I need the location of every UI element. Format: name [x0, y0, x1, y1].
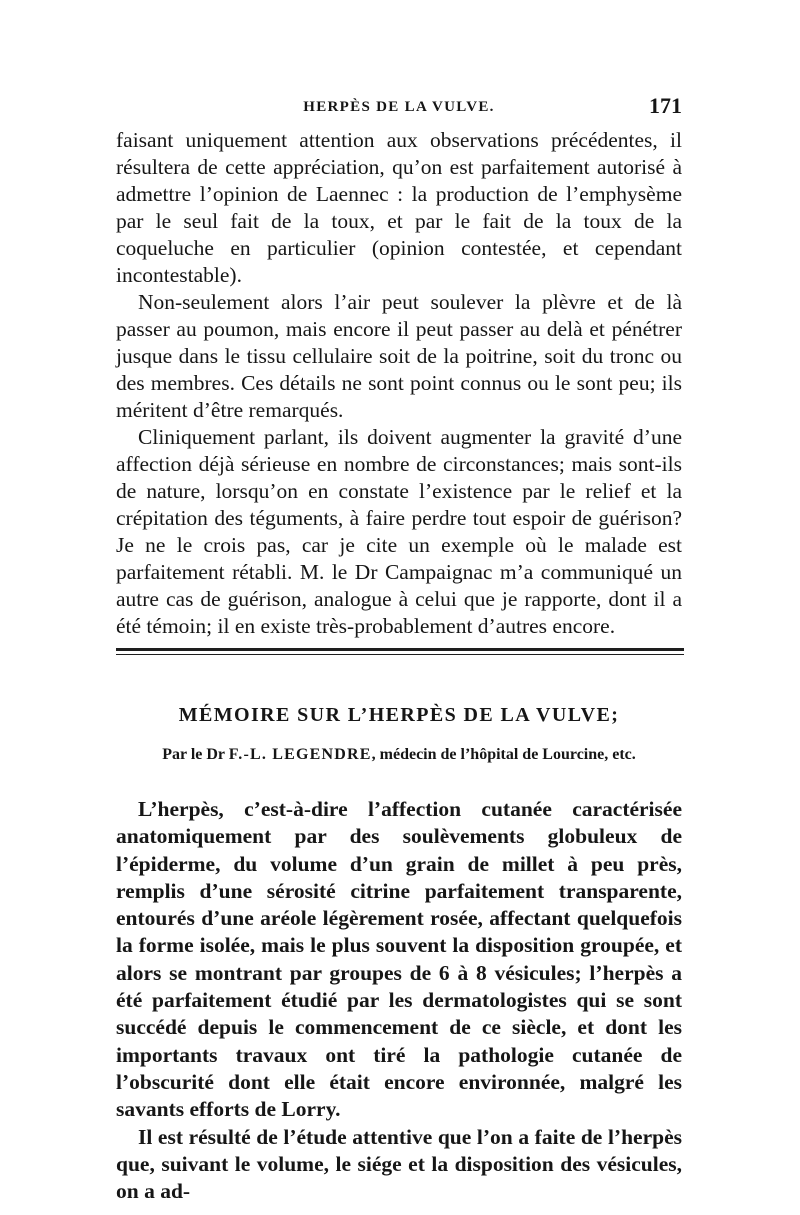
memoir-body [116, 796, 682, 1205]
divider-thin-rule [116, 654, 684, 655]
paragraph: Non-seulement alors l’air peut soulever la plèvre et de là passer au poumon, mais encore il peut passer au delà et pénétrer jusque dans le tissu cellulaire soit de la poitrine, soit du tronc ou des membres. Ces détails ne sont point connus ou le sont peu; ils méritent d’être remarqués. [116, 290, 682, 422]
running-head [116, 93, 682, 123]
running-title: HERPÈS DE LA VULVE. [303, 99, 495, 115]
divider-thick-rule [116, 648, 684, 651]
memoir-title: MÉMOIRE SUR L’HERPÈS DE LA VULVE; [178, 704, 620, 726]
paragraph: Il est résulté de l’étude attentive que l’on a faite de l’herpès que, suivant le volume, le siége et la disposition des vésicules, on a ad- [116, 1124, 682, 1204]
paragraph: Cliniquement parlant, ils doivent augmenter la gravité d’une affection déjà sérieuse en nombre de circonstances; mais sont-ils de nature, lorsqu’on en constate l’existence par le relief et la crépitation des téguments, à faire perdre tout espoir de guérison? Je ne le crois pas, car je cite un exemple où le malade est parfaitement rétabli. M. le Dr Campaignac m’a communiqué un autre cas de guérison, analogue à celui que je rapporte, dont il a été témoin; il en existe très-probablement d’autres encore. [116, 425, 682, 638]
page-number: 171 [649, 93, 682, 118]
paragraph: L’herpès, c’est-à-dire l’affection cutanée caractérisée anatomiquement par des soulèvements globuleux de l’épiderme, du volume d’un grain de millet à peu près, remplis d’une sérosité citrine parfaitement transparente, entourés d’une aréole légèrement rosée, affectant quelquefois la forme isolée, mais le plus souvent la disposition groupée, et alors se montrant par groupes de 6 à 8 vésicules; l’herpès a été parfaitement étudié par les dermatologistes qui se sont succédé depuis le commencement de ce siècle, et dont les importants travaux ont tiré la pathologie cutanée de l’obscurité dont elle était encore environnée, malgré les savants efforts de Lorry. [116, 797, 682, 1122]
author-prefix: Par le Dr [162, 746, 229, 763]
author-name: F.-L. LEGENDRE [228, 746, 372, 763]
previous-article-conclusion [116, 127, 682, 640]
memoir-author-line [116, 746, 682, 764]
section-divider [116, 648, 684, 658]
paragraph: faisant uniquement attention aux observations précédentes, il résultera de cette appréciation, qu’on est parfaitement autorisé à admettre l’opinion de Laennec : la production de l’emphysème par le seul fait de la toux, et par le fait de la toux de la coqueluche en particulier (opinion contestée, et cependant incontestable). [116, 128, 682, 287]
author-affiliation: , médecin de l’hôpital de Lourcine, etc. [371, 746, 636, 763]
